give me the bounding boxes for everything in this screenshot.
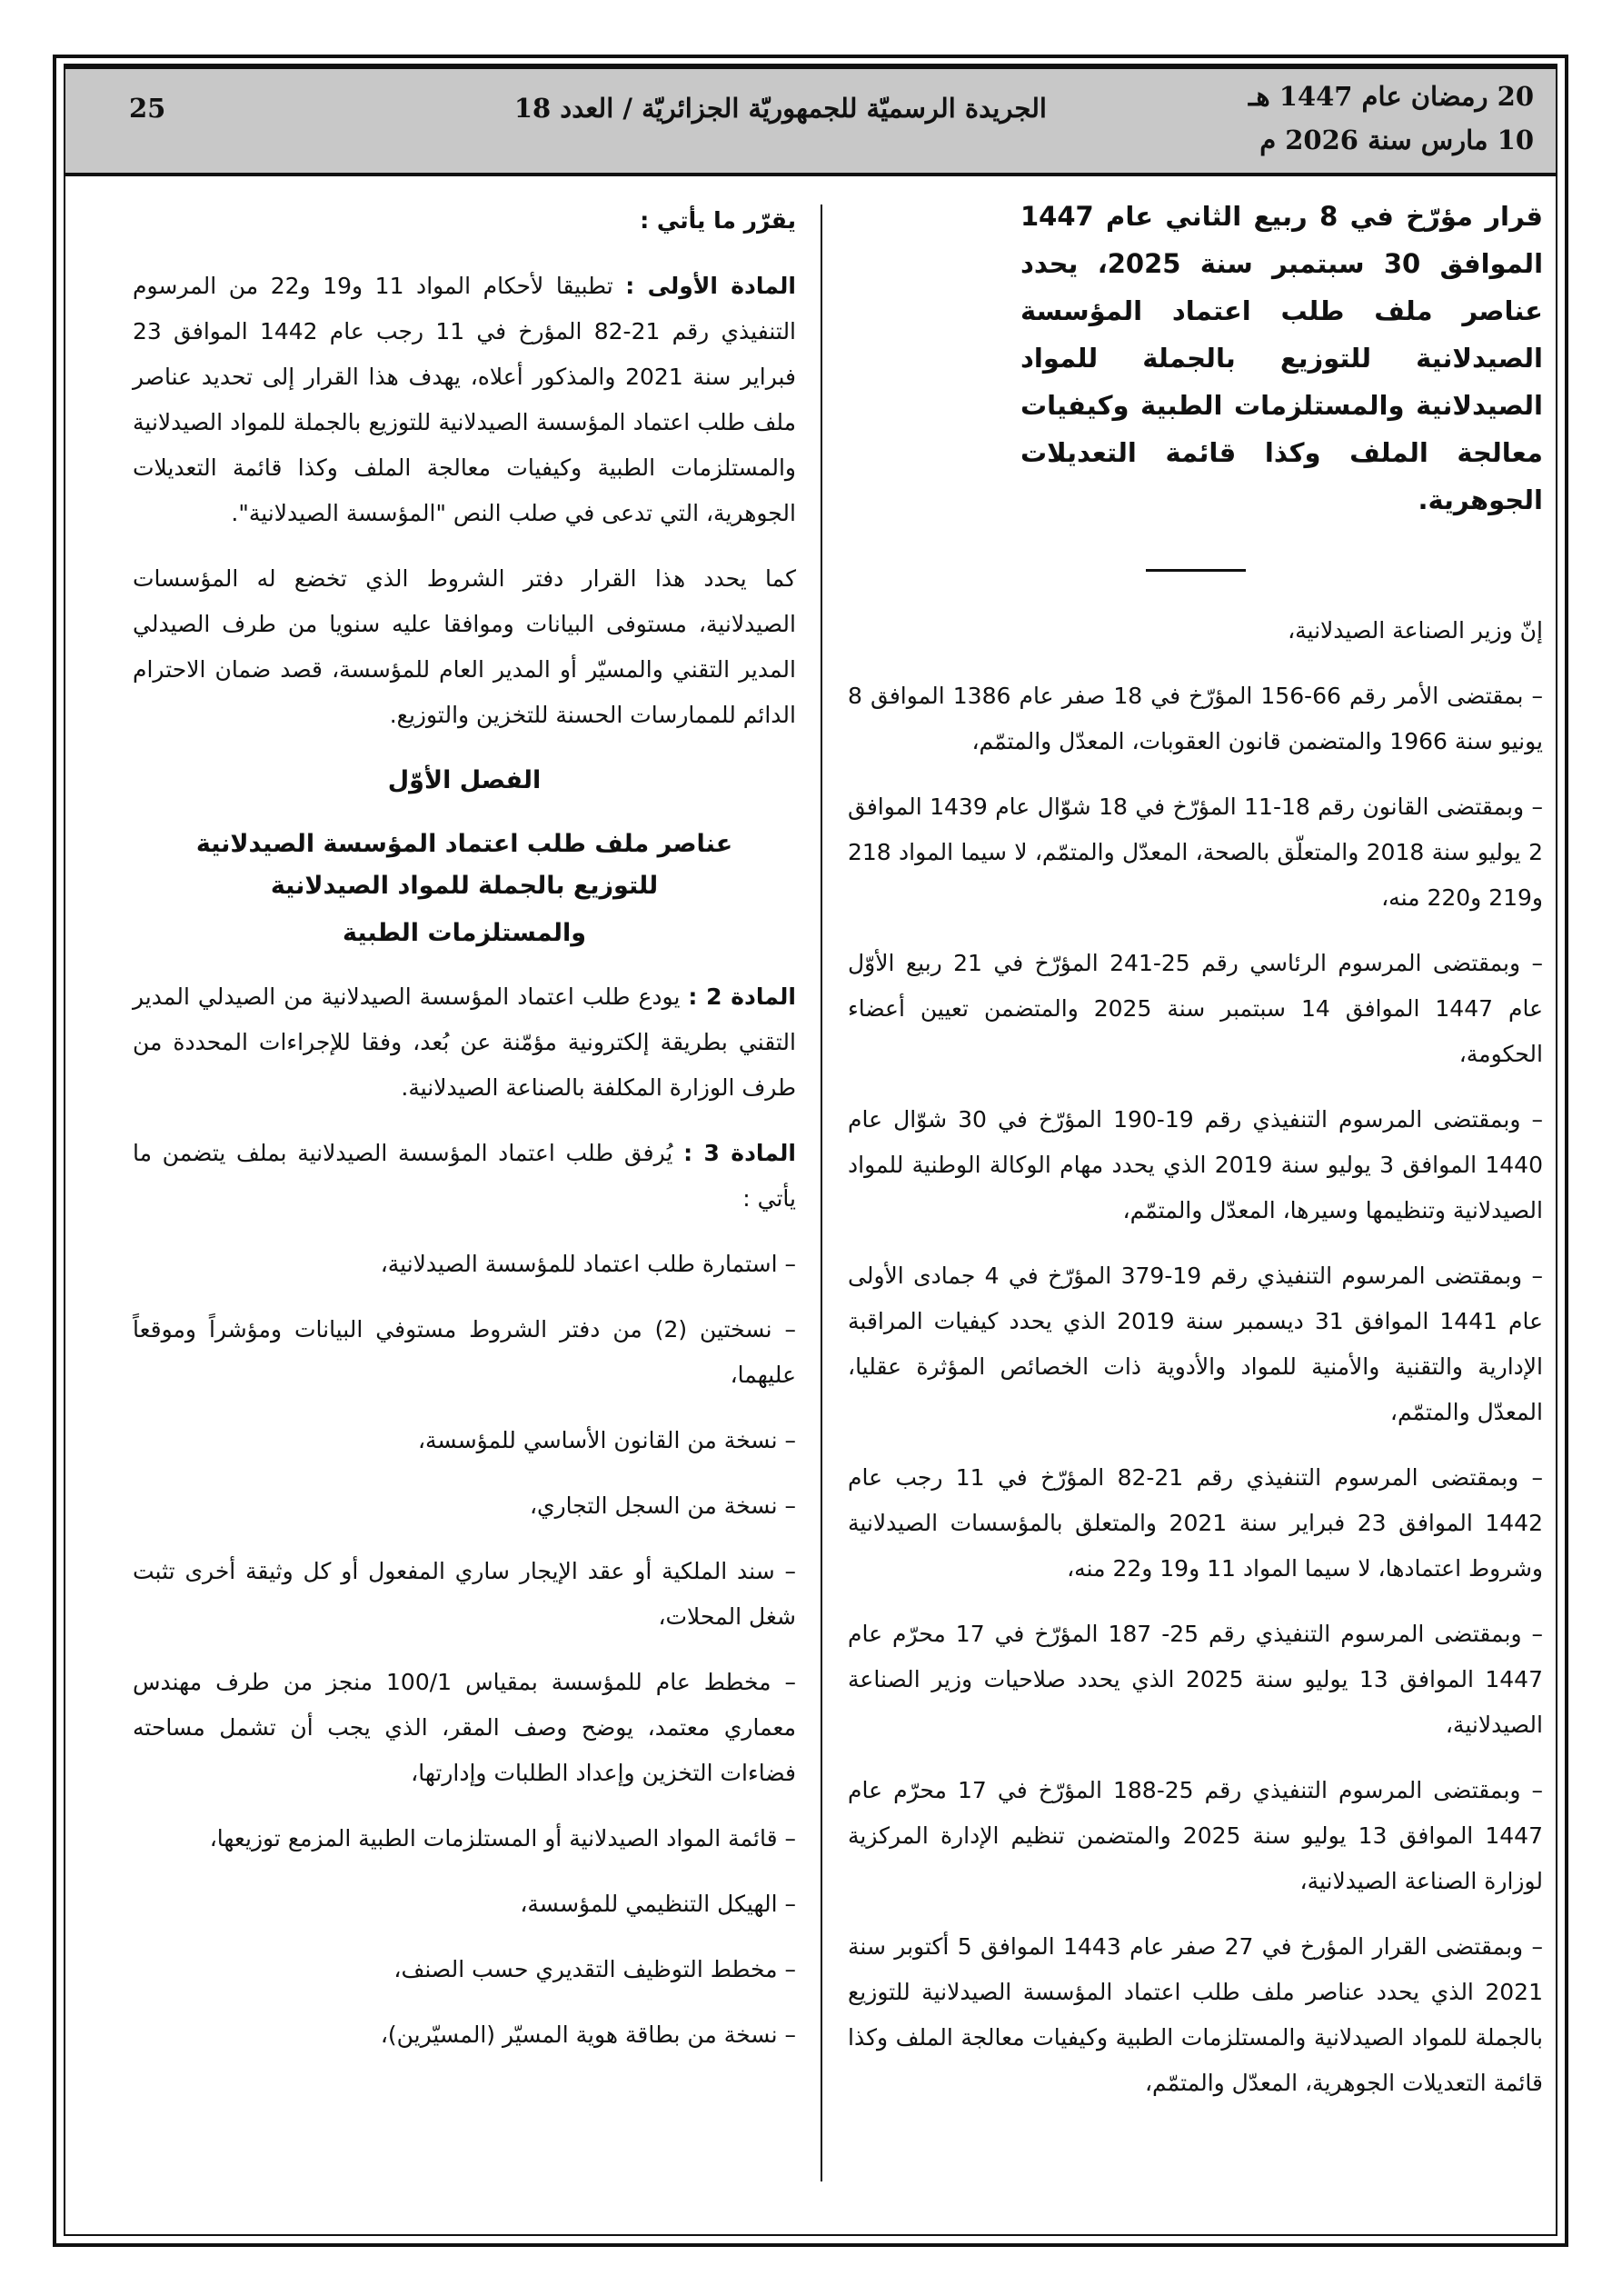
article-label: المادة 2 :: [688, 983, 796, 1010]
visa-paragraph: – وبمقتضى القرار المؤرخ في 27 صفر عام 1443 الموافق 5 أكتوبر سنة 2021 الذي يحدد عناصر ملف طلب اعتماد المؤسسة الصيدلانية للتوزيع بالجملة للمواد الصيدلانية والمستلزمات الطبية وكيفيات معالجة الملف وكذا قائمة التعديلات الجوهرية، المعدّل والمتمّم،: [848, 1933, 1543, 2096]
list-item: – الهيكل التنظيمي للمؤسسة،: [520, 1891, 796, 1917]
list-item: – قائمة المواد الصيدلانية أو المستلزمات الطبية المزمع توزيعها،: [209, 1825, 796, 1852]
visa-paragraph: – وبمقتضى المرسوم التنفيذي رقم 19-379 المؤرّخ في 4 جمادى الأولى عام 1441 الموافق 31 ديسمبر سنة 2019 الذي يحدد كيفيات المراقبة الإدارية والتقنية والأمنية للمواد والأدوية ذات الخصائص المؤثرة عقليا، المعدّل والمتمّم،: [848, 1263, 1543, 1425]
list-item: – مخطط عام للمؤسسة بمقياس 100/1 منجز من طرف مهندس معماري معتمد، يوضح وصف المقر، الذي يجب أن تشمل مساحته فضاءات التخزين وإعداد الطلبات وإدارتها،: [133, 1669, 797, 1786]
left-column: [133, 198, 796, 2078]
list-item: – نسخة من القانون الأساسي للمؤسسة،: [417, 1427, 796, 1453]
gazette-title: الجريدة الرسميّة للجمهوريّة الجزائريّة / العدد 18: [513, 93, 1047, 124]
visa-paragraph: – وبمقتضى المرسوم التنفيذي رقم 21-82 المؤرّخ في 11 رجب عام 1442 الموافق 23 فبراير سنة 2021 والمتعلق بالمؤسسات الصيدلانية وشروط اعتمادها، لا سيما المواد 11 و19 و22 منه،: [848, 1464, 1543, 1582]
decides-heading: يقرّر ما يأتي :: [640, 207, 796, 234]
visa-paragraph: – وبمقتضى المرسوم التنفيذي رقم 25- 187 المؤرّخ في 17 محرّم عام 1447 الموافق 13 يوليو سنة 2025 الذي يحدد صلاحيات وزير الصناعة الصيدلانية،: [848, 1621, 1544, 1738]
article-label: المادة 3 :: [683, 1140, 796, 1166]
article-text: يُرفق طلب اعتماد المؤسسة الصيدلانية بملف يتضمن ما يأتي :: [133, 1140, 796, 1212]
visa-paragraph: – وبمقتضى المرسوم التنفيذي رقم 25-188 المؤرّخ في 17 محرّم عام 1447 الموافق 13 يوليو سنة 2025 والمتضمن تنظيم الإدارة المركزية لوزارة الصناعة الصيدلانية،: [848, 1777, 1543, 1894]
column-divider: [821, 205, 822, 2181]
visa-paragraph: – وبمقتضى القانون رقم 18-11 المؤرّخ في 18 شوّال عام 1439 الموافق 2 يوليو سنة 2018 والمتعلّق بالصحة، المعدّل والمتمّم، لا سيما المواد 218 و219 و220 منه،: [848, 794, 1544, 911]
article-text: تطبيقا لأحكام المواد 11 و19 و22 من المرسوم التنفيذي رقم 21-82 المؤرخ في 11 رجب عام 1442 الموافق 23 فبراير سنة 2021 والمذكور أعلاه، يهدف هذا القرار إلى تحديد عناصر ملف طلب اعتماد المؤسسة الصيدلانية للتوزيع بالجملة للمواد الصيدلانية والمستلزمات الطبية وكيفيات معالجة الملف وكذا قائمة التعديلات الجوهرية، التي تدعى في صلب النص "المؤسسة الصيدلانية".: [133, 273, 797, 526]
chapter-title-line: عناصر ملف طلب اعتماد المؤسسة الصيدلانية: [195, 830, 733, 858]
page-number: 25: [129, 93, 166, 124]
list-item: – استمارة طلب اعتماد للمؤسسة الصيدلانية،: [380, 1251, 796, 1277]
article-2: [133, 974, 796, 1111]
gazette-header: [65, 65, 1556, 176]
list-item: – نسخة من السجل التجاري،: [529, 1492, 796, 1519]
list-item: – نسخة من بطاقة هوية المسيّر (المسيّرين)،: [380, 2021, 796, 2048]
article-label: المادة الأولى :: [625, 273, 796, 299]
chapter-title-line: للتوزيع بالجملة للمواد الصيدلانية: [270, 872, 659, 900]
title-rule: [1146, 569, 1246, 572]
list-item: – مخطط التوظيف التقديري حسب الصنف،: [393, 1956, 796, 1982]
visa-paragraph: – وبمقتضى المرسوم الرئاسي رقم 25-241 المؤرّخ في 21 ربيع الأوّل عام 1447 الموافق 14 سبتمبر سنة 2025 والمتضمن تعيين أعضاء الحكومة،: [848, 950, 1543, 1067]
article-text: يودع طلب اعتماد المؤسسة الصيدلانية من الصيدلي المدير التقني بطريقة إلكترونية مؤمّنة عن بُعد، وفقا للإجراءات المحددة من طرف الوزارة المكلفة بالصناعة الصيدلانية.: [133, 983, 796, 1101]
list-item: – نسختين (2) من دفتر الشروط مستوفي البيانات ومؤشراً وموقعاً عليهما،: [133, 1316, 796, 1388]
article-1: [133, 264, 796, 536]
visa-paragraph: – بمقتضى الأمر رقم 66-156 المؤرّخ في 18 صفر عام 1386 الموافق 8 يونيو سنة 1966 والمتضمن قانون العقوبات، المعدّل والمتمّم،: [848, 683, 1544, 754]
minister-intro: إنّ وزير الصناعة الصيدلانية،: [1288, 617, 1543, 644]
chapter-heading: الفصل الأوّل: [387, 766, 542, 794]
decree-title: قرار مؤرّخ في 8 ربيع الثاني عام 1447 الموافق 30 سبتمبر سنة 2025، يحدد عناصر ملف طلب اعتماد المؤسسة الصيدلانية للتوزيع بالجملة للمواد الصيدلانية والمستلزمات الطبية وكيفيات معالجة الملف وكذا قائمة التعديلات الجوهرية.: [1020, 201, 1544, 515]
date-gregorian: 10 مارس سنة 2026 م: [1259, 125, 1534, 155]
right-column: [848, 193, 1543, 2126]
date-hijri: 20 رمضان عام 1447 هـ: [1248, 81, 1534, 112]
list-item: – سند الملكية أو عقد الإيجار ساري المفعول أو كل وثيقة أخرى تثبت شغل المحلات،: [133, 1558, 796, 1630]
chapter-title-line: والمستلزمات الطبية: [342, 919, 587, 947]
visa-paragraph: – وبمقتضى المرسوم التنفيذي رقم 19-190 المؤرّخ في 30 شوّال عام 1440 الموافق 3 يوليو سنة 2019 الذي يحدد مهام الوكالة الوطنية للمواد الصيدلانية وتنظيمها وسيرها، المعدّل والمتمّم،: [848, 1106, 1543, 1223]
article-1-continued: كما يحدد هذا القرار دفتر الشروط الذي تخضع له المؤسسات الصيدلانية، مستوفى البيانات وموافقا عليه سنويا من طرف الصيدلي المدير التقني والمسيّر أو المدير العام للمؤسسة، قصد ضمان الاحترام الدائم للممارسات الحسنة للتخزين والتوزيع.: [133, 565, 796, 728]
chapter-title: [133, 824, 796, 954]
header-dates: [1249, 75, 1534, 162]
article-3: [133, 1131, 796, 1222]
